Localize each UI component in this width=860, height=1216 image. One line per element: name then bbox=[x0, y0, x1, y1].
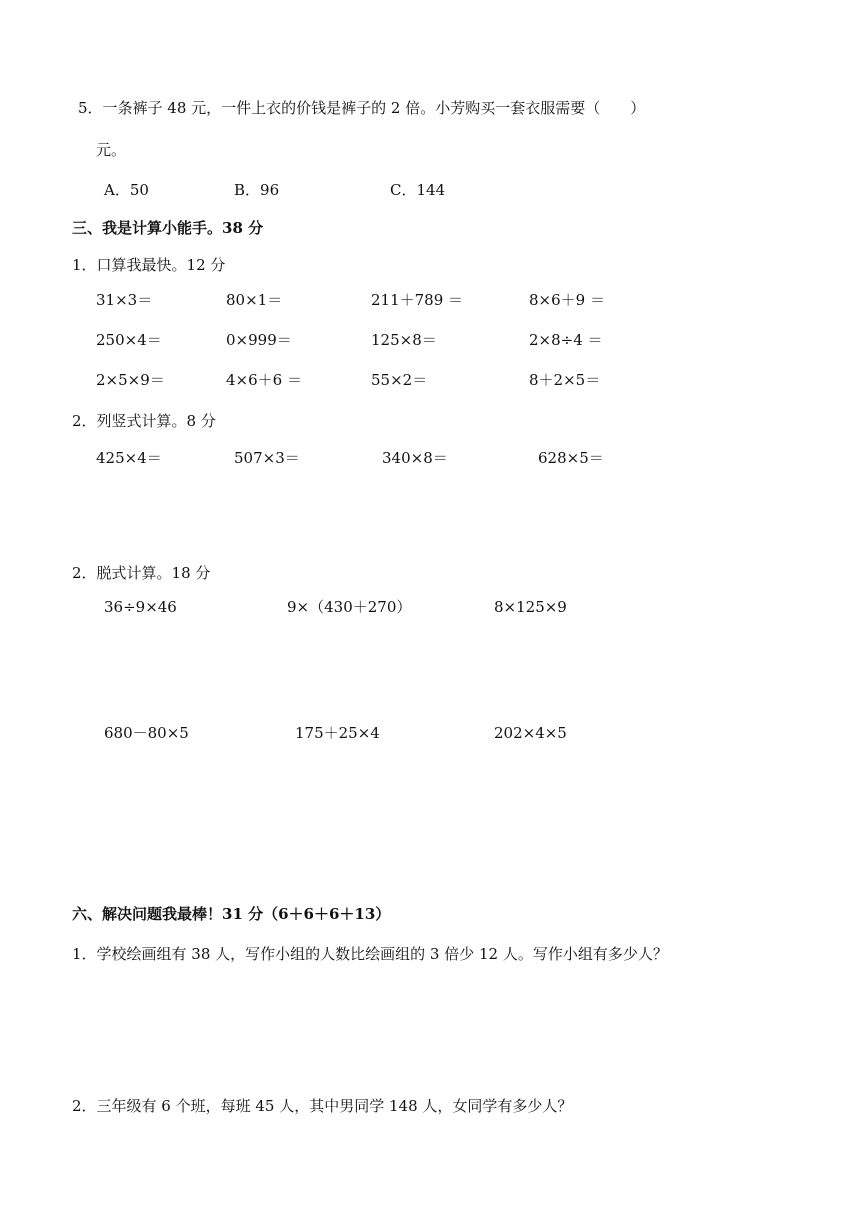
oral-calc-item: 4×6＋6 ＝ bbox=[226, 371, 302, 389]
step-calc-item: 202×4×5 bbox=[494, 724, 567, 742]
oral-calc-item: 2×8÷4 ＝ bbox=[529, 331, 603, 349]
oral-calc-item: 8×6＋9 ＝ bbox=[529, 291, 605, 309]
question-5-continuation: 元。 bbox=[96, 141, 127, 159]
oral-calc-item: 31×3＝ bbox=[96, 291, 153, 309]
oral-calc-item: 2×5×9＝ bbox=[96, 371, 165, 389]
oral-calc-item: 0×999＝ bbox=[226, 331, 292, 349]
vertical-calc-item: 628×5＝ bbox=[538, 449, 604, 467]
step-calc-item: 175＋25×4 bbox=[295, 724, 380, 742]
step-calc-item: 680－80×5 bbox=[104, 724, 189, 742]
oral-calc-item: 55×2＝ bbox=[371, 371, 428, 389]
oral-calc-title: 1．口算我最快。12 分 bbox=[72, 256, 226, 274]
vertical-calc-item: 340×8＝ bbox=[382, 449, 448, 467]
vertical-calc-title: 2．列竖式计算。8 分 bbox=[72, 412, 216, 430]
word-problem-2: 2．三年级有 6 个班，每班 45 人，其中男同学 148 人，女同学有多少人？ bbox=[72, 1097, 573, 1115]
vertical-calc-item: 507×3＝ bbox=[234, 449, 300, 467]
oral-calc-item: 125×8＝ bbox=[371, 331, 437, 349]
option-b: B．96 bbox=[234, 181, 280, 199]
step-calc-item: 8×125×9 bbox=[494, 598, 567, 616]
step-calc-title: 2．脱式计算。18 分 bbox=[72, 564, 211, 582]
oral-calc-item: 250×4＝ bbox=[96, 331, 162, 349]
vertical-calc-item: 425×4＝ bbox=[96, 449, 162, 467]
oral-calc-item: 211＋789 ＝ bbox=[371, 291, 464, 309]
section-3-title: 三、我是计算小能手。38 分 bbox=[72, 219, 264, 237]
question-5-text: 5．一条裤子 48 元，一件上衣的价钱是裤子的 2 倍。小芳购买一套衣服需要（ ） bbox=[78, 99, 646, 117]
section-6-title: 六、解决问题我最棒！31 分（6＋6＋6＋13） bbox=[72, 905, 391, 923]
oral-calc-item: 8＋2×5＝ bbox=[529, 371, 601, 389]
word-problem-1: 1．学校绘画组有 38 人，写作小组的人数比绘画组的 3 倍少 12 人。写作小组有多少人？ bbox=[72, 945, 668, 963]
step-calc-item: 9×（430＋270） bbox=[287, 598, 412, 616]
option-a: A．50 bbox=[104, 181, 149, 199]
oral-calc-item: 80×1＝ bbox=[226, 291, 283, 309]
option-c: C．144 bbox=[390, 181, 446, 199]
step-calc-item: 36÷9×46 bbox=[104, 598, 177, 616]
